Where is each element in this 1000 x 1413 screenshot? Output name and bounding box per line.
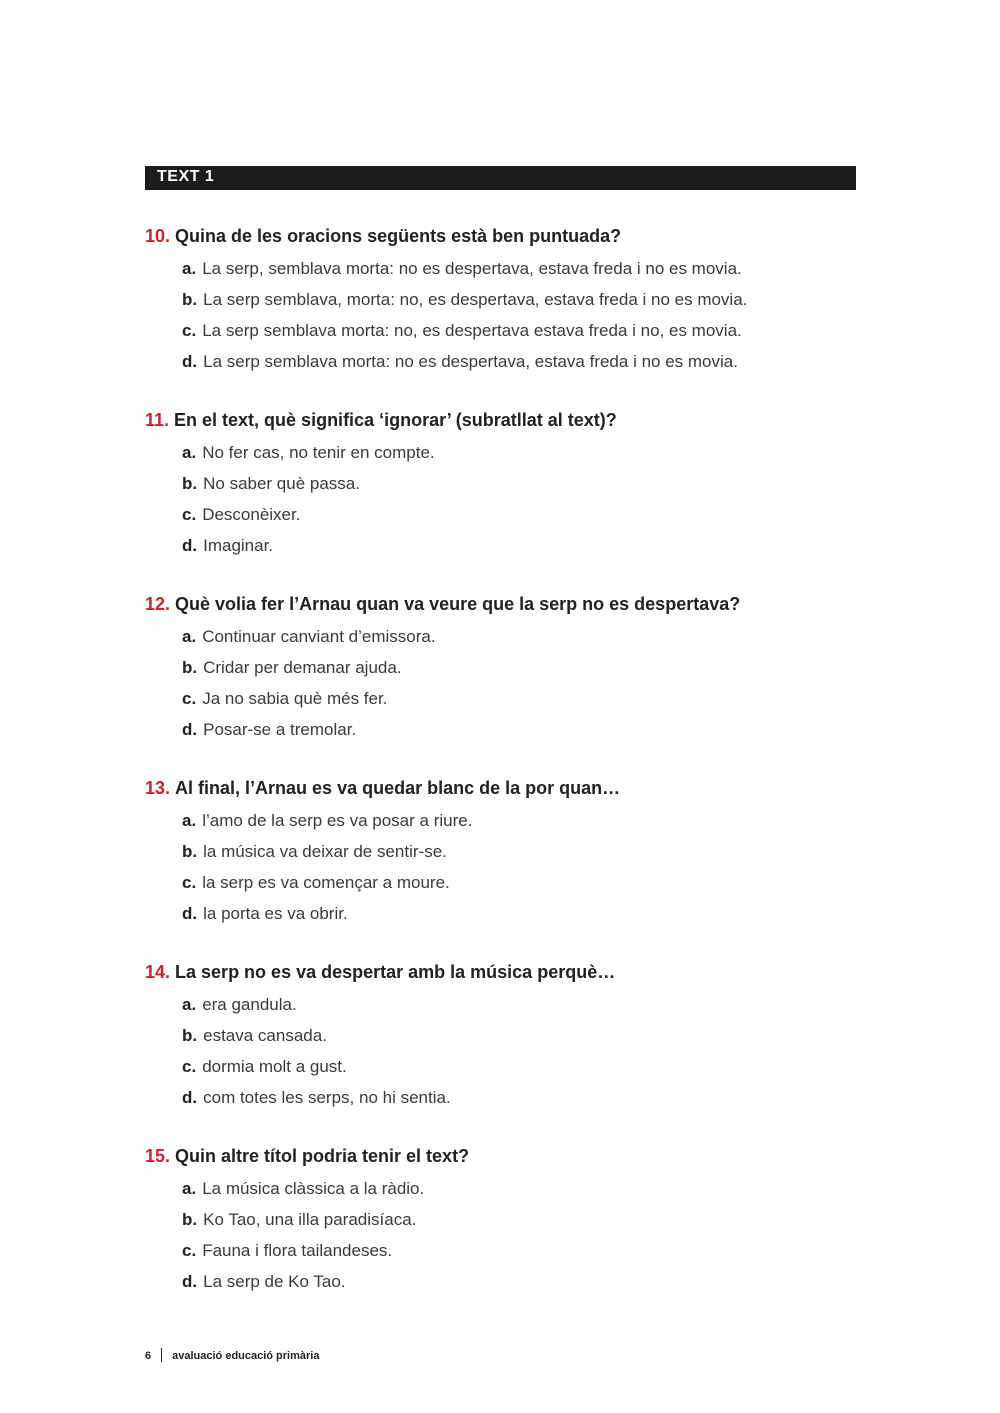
option-letter: c. [182,505,197,524]
option-letter: b. [182,474,198,493]
option-letter: d. [182,1272,198,1291]
option-b[interactable] [182,842,865,873]
option-list [182,443,865,567]
option-letter: a. [182,627,197,646]
option-letter: c. [182,1057,197,1076]
section-label: TEXT 1 [157,168,215,185]
question-number: 14. [145,962,171,982]
option-letter: c. [182,689,197,708]
option-letter: c. [182,321,197,340]
option-text: era gandula. [202,995,297,1014]
option-d[interactable] [182,904,865,935]
page-footer [145,1348,319,1362]
option-text: estava cansada. [203,1026,327,1045]
question-title [145,960,865,984]
option-letter: d. [182,352,198,371]
question-text: Quin altre títol podria tenir el text? [175,1146,470,1166]
option-letter: b. [182,1026,198,1045]
option-c[interactable] [182,689,865,720]
option-text: Ko Tao, una illa paradisíaca. [203,1210,417,1229]
option-c[interactable] [182,1057,865,1088]
option-a[interactable] [182,811,865,842]
question-number: 13. [145,778,171,798]
question-text: La serp no es va despertar amb la música perquè… [175,962,616,982]
option-text: Imaginar. [203,536,274,555]
option-letter: d. [182,1088,198,1107]
option-text: la música va deixar de sentir-se. [203,842,447,861]
option-d[interactable] [182,1272,865,1303]
option-text: dormia molt a gust. [202,1057,347,1076]
option-letter: a. [182,811,197,830]
question-number: 12. [145,594,171,614]
option-c[interactable] [182,505,865,536]
option-text: Cridar per demanar ajuda. [203,658,402,677]
option-letter: a. [182,995,197,1014]
option-d[interactable] [182,1088,865,1119]
question-15 [145,1144,865,1303]
option-a[interactable] [182,443,865,474]
option-text: La serp, semblava morta: no es despertava, estava freda i no es movia. [202,259,742,278]
option-text: la serp es va començar a moure. [202,873,450,892]
option-letter: a. [182,259,197,278]
question-text: Què volia fer l’Arnau quan va veure que la serp no es despertava? [175,594,741,614]
question-11 [145,408,865,567]
option-text: Fauna i flora tailandeses. [202,1241,393,1260]
option-list [182,995,865,1119]
footer-title: avaluació educació primària [172,1350,320,1362]
option-letter: d. [182,720,198,739]
option-list [182,811,865,935]
question-title [145,776,865,800]
option-c[interactable] [182,321,865,352]
option-text: La serp de Ko Tao. [203,1272,346,1291]
option-d[interactable] [182,536,865,567]
option-a[interactable] [182,627,865,658]
option-letter: d. [182,536,198,555]
page-number: 6 [145,1350,152,1362]
option-text: Continuar canviant d’emissora. [202,627,436,646]
option-b[interactable] [182,1026,865,1057]
question-text: En el text, què significa ‘ignorar’ (subratllat al text)? [174,410,617,430]
question-number: 11. [145,410,170,430]
question-text: Quina de les oracions següents està ben puntuada? [175,226,622,246]
option-letter: c. [182,873,197,892]
option-letter: a. [182,443,197,462]
option-text: Desconèixer. [202,505,301,524]
question-title [145,408,865,432]
option-text: la porta es va obrir. [203,904,348,923]
option-text: Ja no sabia què més fer. [202,689,388,708]
option-d[interactable] [182,720,865,751]
option-c[interactable] [182,1241,865,1272]
section-header-bar [145,166,856,190]
option-text: No saber què passa. [203,474,360,493]
option-letter: b. [182,842,198,861]
option-text: La serp semblava morta: no es despertava, estava freda i no es movia. [203,352,738,371]
question-text: Al final, l’Arnau es va quedar blanc de la por quan… [175,778,621,798]
option-letter: b. [182,658,198,677]
option-letter: a. [182,1179,197,1198]
question-14 [145,960,865,1119]
question-title [145,592,865,616]
option-text: l’amo de la serp es va posar a riure. [202,811,473,830]
question-number: 10. [145,226,171,246]
option-b[interactable] [182,474,865,505]
option-list [182,259,865,383]
option-letter: b. [182,290,198,309]
option-letter: b. [182,1210,198,1229]
question-title [145,224,865,248]
option-text: La música clàssica a la ràdio. [202,1179,425,1198]
option-letter: c. [182,1241,197,1260]
footer-divider [161,1348,162,1362]
option-a[interactable] [182,1179,865,1210]
option-b[interactable] [182,290,865,321]
option-b[interactable] [182,658,865,689]
option-text: No fer cas, no tenir en compte. [202,443,435,462]
option-a[interactable] [182,259,865,290]
option-text: La serp semblava, morta: no, es despertava, estava freda i no es movia. [203,290,748,309]
question-12 [145,592,865,751]
question-10 [145,224,865,383]
question-title [145,1144,865,1168]
option-d[interactable] [182,352,865,383]
option-list [182,1179,865,1303]
option-text: com totes les serps, no hi sentia. [203,1088,451,1107]
option-b[interactable] [182,1210,865,1241]
question-number: 15. [145,1146,171,1166]
option-c[interactable] [182,873,865,904]
option-text: Posar-se a tremolar. [203,720,357,739]
option-letter: d. [182,904,198,923]
option-list [182,627,865,751]
question-13 [145,776,865,935]
option-a[interactable] [182,995,865,1026]
option-text: La serp semblava morta: no, es despertava estava freda i no, es movia. [202,321,742,340]
